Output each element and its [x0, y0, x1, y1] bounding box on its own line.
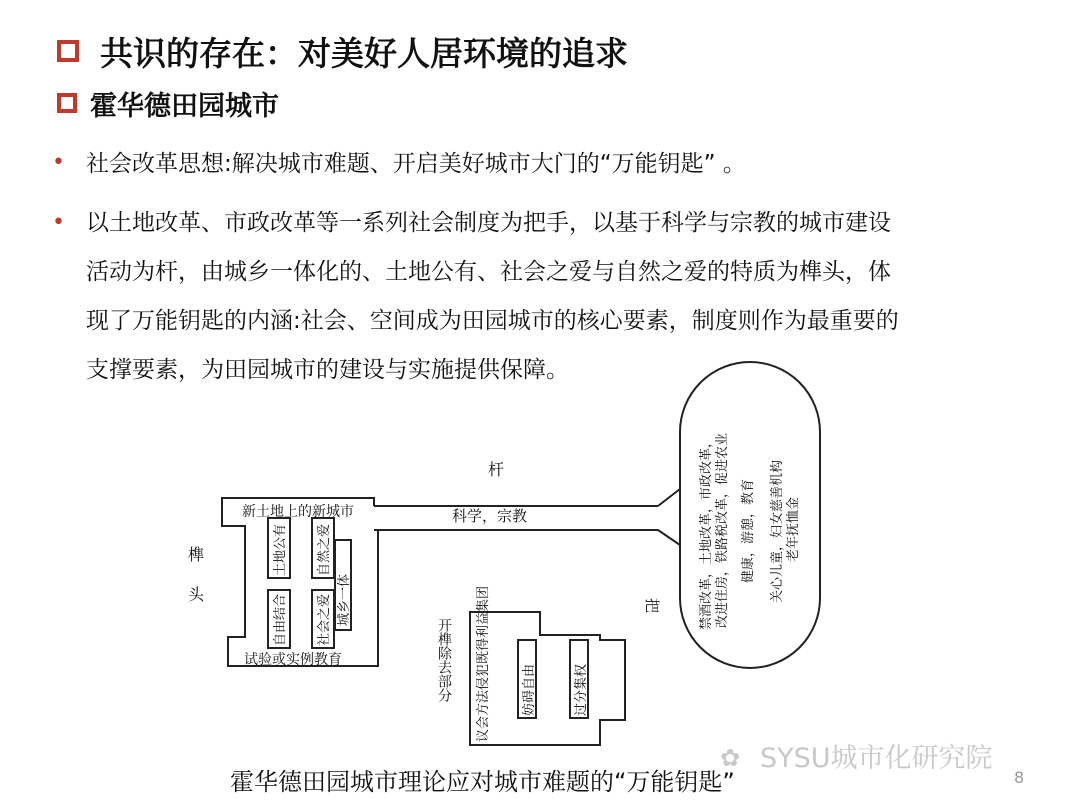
handle-line-2: 改进住房，铁路税改革，促进农业: [715, 432, 730, 628]
key-shaft-bottom-neck: [658, 530, 680, 545]
key-bit-outline: [470, 612, 625, 745]
tooth-label-4: 社会之爱: [317, 593, 332, 646]
tenon-label-1: 榫: [188, 545, 205, 564]
watermark: SYSU城市化研究院: [760, 743, 993, 774]
handle-line-5: 老年抚恤金: [786, 496, 801, 562]
key-shaft-top-neck: [658, 489, 680, 506]
tenon-open-vertical: 开榫除去部分: [436, 618, 452, 702]
tooth-label-1: 土地公有: [273, 523, 288, 576]
head-top-text: 新土地上的新城市: [242, 504, 354, 520]
shaft-text: 科学，宗教: [452, 507, 528, 525]
tooth-label-5: 城乡一体: [337, 573, 352, 626]
shaft-label: 杆: [488, 460, 505, 479]
bit-label-1: 议会方法侵犯既得利益集团: [476, 585, 491, 742]
bullet-text-2: 以土地改革、市政改革等一系列社会制度为把手，以基于科学与宗教的城市建设 活动为杆，由城乡一体化的、土地公有、社会之爱与自然之爱的特质为榫头，体 现了万能钥匙的内涵:社会、空间成为田园城市的核心要素，制度则作为最重要的 支撑要素，为田园城市的建设与实施提供保障。: [86, 210, 899, 383]
bullet-text-1: 社会改革思想:解决城市难题、开启美好城市大门的“万能钥匙” 。: [86, 151, 746, 177]
page-subtitle: 霍华德田园城市: [90, 91, 279, 122]
page-number: 8: [1014, 768, 1025, 787]
diagram-caption: 霍华德田园城市理论应对城市难题的“万能钥匙”: [230, 768, 735, 796]
bullet-dot-icon: •: [52, 210, 65, 235]
handle-line-3: 健康，游憩，教育: [741, 478, 756, 583]
page-title: 共识的存在：对美好人居环境的追求: [100, 34, 628, 73]
bullet-dot-icon: •: [52, 150, 65, 175]
handle-line-4: 关心儿童，妇女慈善机构: [770, 459, 785, 603]
key-head-outline: [222, 498, 378, 666]
bit-label-3: 过分集权: [574, 663, 589, 716]
bit-label-2: 妨碍自由: [522, 663, 537, 716]
tenon-label-2: 头: [188, 585, 205, 604]
head-bottom-text: 试验或实例教育: [244, 652, 342, 668]
tooth-label-2: 自然之爱: [317, 523, 332, 576]
wechat-icon: ✿: [720, 744, 741, 772]
handle-label: 把: [643, 598, 661, 614]
tooth-label-3: 自由结合: [273, 593, 288, 646]
handle-line-1: 禁酒改革，土地改革，市政改革，: [699, 434, 714, 630]
